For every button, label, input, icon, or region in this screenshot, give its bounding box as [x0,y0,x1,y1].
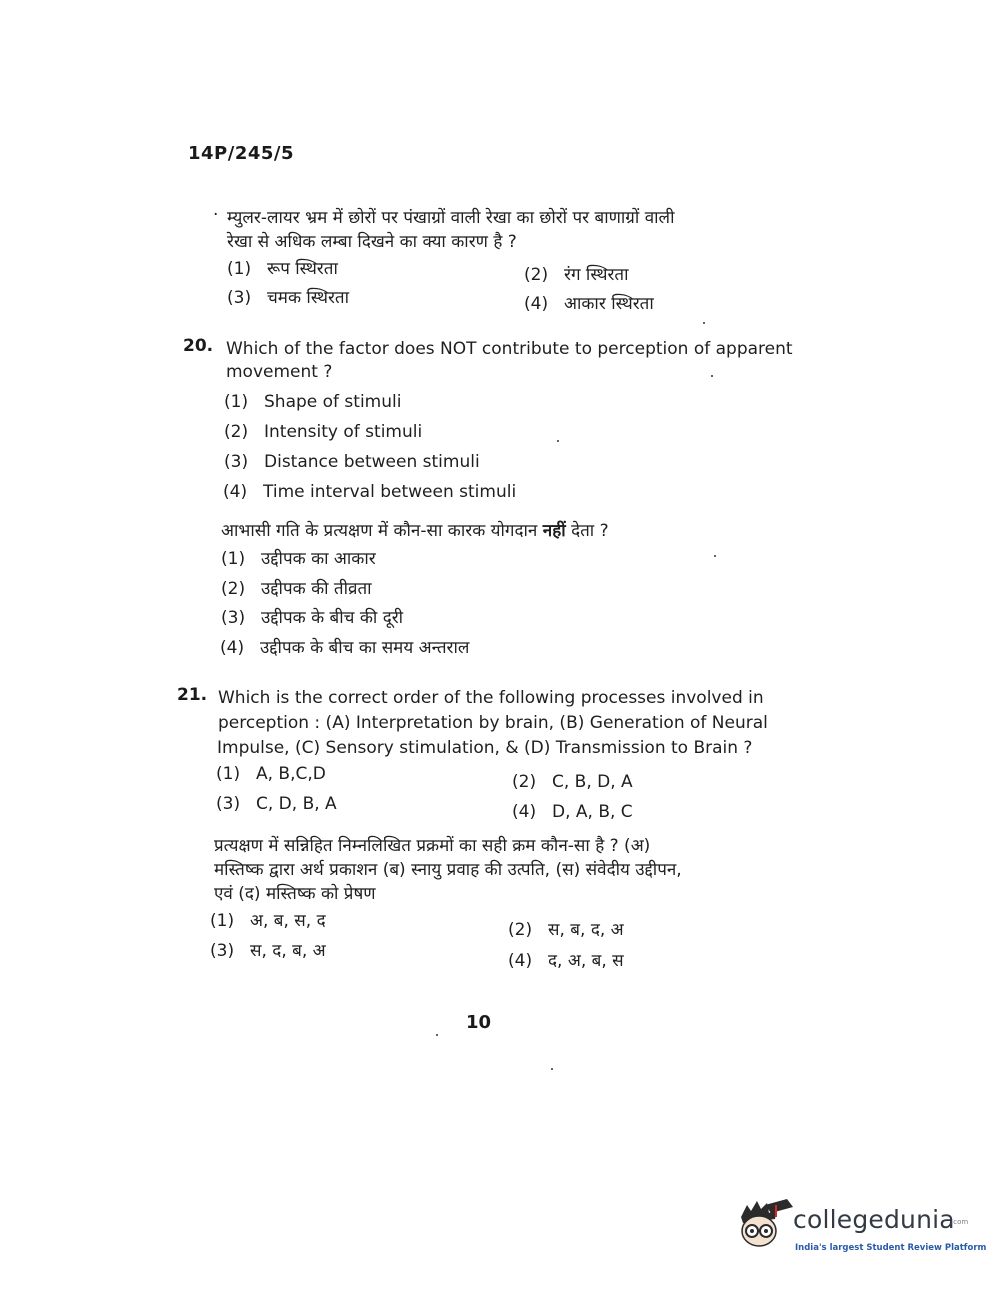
q19-option-3 [227,285,349,311]
option-number: (4) [508,951,533,971]
q19-option-1 [227,256,338,282]
q20-english-line1: Which of the factor does NOT contribute to perception of apparent [226,339,793,359]
option-number: (3) [216,794,241,814]
option-text: चमक स्थिरता [267,288,350,308]
page-number: 10 [466,1012,492,1033]
option-text: उद्दीपक के बीच की दूरी [261,608,404,628]
scan-speck [436,1034,438,1036]
option-number: (3) [224,452,249,472]
option-text: उद्दीपक की तीव्रता [261,579,372,599]
q20-hi-option-3 [221,605,403,631]
q21-hindi-line1: प्रत्यक्षण में सन्निहित निम्नलिखित प्रक्रमों का सही क्रम कौन-सा है ? (अ) [214,836,651,856]
option-text: स, द, ब, अ [250,941,326,961]
scan-speck [557,440,559,442]
option-number: (4) [220,638,245,658]
scan-speck [703,322,705,324]
q19-hindi-line1: म्युलर-लायर भ्रम में छोरों पर पंखाग्रों वाली रेखा का छोरों पर बाणाग्रों वाली [227,208,675,228]
option-text: रूप स्थिरता [267,259,338,279]
option-text: D, A, B, C [552,802,633,822]
option-number: (1) [221,549,246,569]
option-text: स, ब, द, अ [548,920,624,940]
option-number: (4) [524,294,549,314]
option-number: (1) [216,764,241,784]
option-text: रंग स्थिरता [564,265,629,285]
option-number: (1) [227,259,252,279]
scan-speck [711,375,713,377]
option-number: (2) [524,265,549,285]
option-number: (1) [224,392,249,412]
q21-hi-option-4 [508,948,624,974]
q21-en-option-4 [512,800,633,824]
q21-en-option-1 [216,762,326,786]
q21-en-option-3 [216,792,337,816]
q21-hi-option-1 [210,908,326,934]
option-number: (2) [221,579,246,599]
option-number: (1) [210,911,235,931]
q20-en-option-4 [223,480,516,504]
option-text: उद्दीपक का आकार [261,549,376,569]
q20-hindi-suffix: देता ? [571,521,609,541]
q20-en-option-3 [224,450,480,474]
option-text: उद्दीपक के बीच का समय अन्तराल [260,638,470,658]
q21-en-option-2 [512,770,633,794]
mascot-icon [735,1197,795,1257]
q20-english-line2: movement ? [226,362,333,382]
q19-hindi-line2: रेखा से अधिक लम्बा दिखने का क्या कारण है ? [227,232,517,252]
option-text: Shape of stimuli [264,392,402,412]
q21-hi-option-3 [210,938,326,964]
collegedunia-tagline: India's largest Student Review Platform [795,1243,987,1253]
option-number: (2) [224,422,249,442]
q21-hindi-line3: एवं (द) मस्तिष्क को प्रेषण [214,884,376,904]
q20-hindi-question [221,518,609,544]
q20-hi-option-2 [221,576,372,602]
option-text: C, B, D, A [552,772,633,792]
option-number: (3) [227,288,252,308]
q20-en-option-1 [224,390,401,414]
option-text: द, अ, ब, स [548,951,624,971]
q21-english-line1: Which is the correct order of the following processes involved in [218,688,764,708]
q20-en-option-2 [224,420,422,444]
q20-hi-option-4 [220,635,469,661]
option-text: Distance between stimuli [264,452,480,472]
q20-hindi-prefix: आभासी गति के प्रत्यक्षण में कौन-सा कारक योगदान [221,521,538,541]
option-number: (2) [508,920,533,940]
scan-speck [551,1068,553,1070]
option-number: (4) [223,482,248,502]
option-text: Intensity of stimuli [264,422,423,442]
option-text: आकार स्थिरता [564,294,654,314]
scan-speck [714,555,716,557]
option-number: (2) [512,772,537,792]
q19-option-2 [524,262,629,288]
q20-number: 20. [183,336,214,356]
q20-hi-option-1 [221,546,376,572]
q21-hindi-line2: मस्तिष्क द्वारा अर्थ प्रकाशन (ब) स्नायु प्रवाह की उत्पति, (स) संवेदीय उद्दीपन, [214,860,682,880]
option-text: A, B,C,D [256,764,326,784]
q21-hi-option-2 [508,917,624,943]
q20-hindi-not: नहीं [542,521,566,541]
collegedunia-wordmark: collegedunia [793,1205,955,1234]
q21-number: 21. [177,685,208,705]
q21-english-line2: perception : (A) Interpretation by brain, (B) Generation of Neural [218,713,768,733]
option-number: (3) [221,608,246,628]
collegedunia-domain: .com [951,1218,969,1226]
q19-option-4 [524,291,654,317]
q19-bullet: · [213,205,219,225]
option-number: (3) [210,941,235,961]
option-text: Time interval between stimuli [263,482,517,502]
option-number: (4) [512,802,537,822]
paper-code: 14P/245/5 [188,143,294,164]
option-text: अ, ब, स, द [250,911,326,931]
q21-english-line3: Impulse, (C) Sensory stimulation, & (D) Transmission to Brain ? [217,738,753,758]
option-text: C, D, B, A [256,794,337,814]
